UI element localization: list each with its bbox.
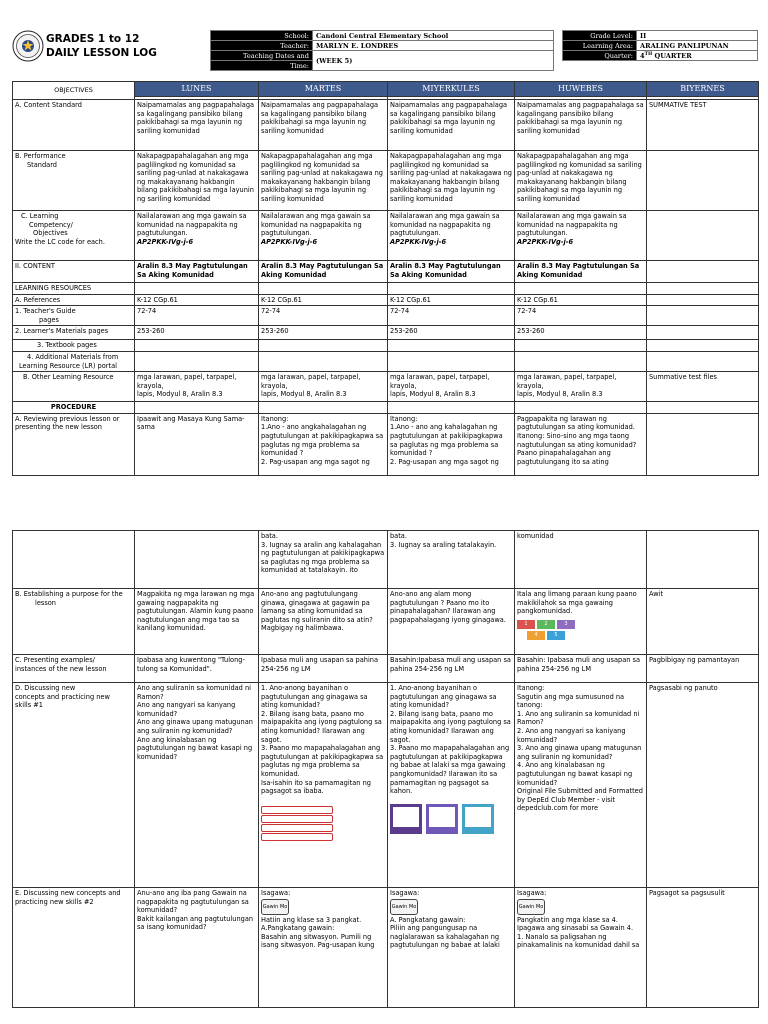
cell-line: lapis, Modyul 8, Aralin 8.3 xyxy=(261,390,347,399)
row-reviewing-lesson-continued xyxy=(13,531,759,589)
row-additional-materials xyxy=(13,351,759,371)
cell-line: mga larawan, papel, tarpapel, krayola, xyxy=(261,373,361,390)
row-label xyxy=(13,683,135,888)
cell-line: Itanong: xyxy=(390,414,418,423)
red-tag-shape xyxy=(261,824,333,832)
cell-line: 2. Bilang isang bata, paano mo maipapakita ang iyong pagtulong sa ating komunidad? Ilarawan ang sagot. xyxy=(390,709,511,744)
label-line: Objectives xyxy=(33,229,68,238)
cell-mon: Aralin 8.3 May Pagtutulungan Sa Aking Komunidad xyxy=(135,261,259,283)
cell-wed: 72-74 xyxy=(388,306,515,326)
cell-thu: K-12 CGp.61 xyxy=(515,294,647,306)
info-table-right xyxy=(562,30,758,61)
cell-fri: SUMMATIVE TEST xyxy=(647,100,759,151)
label-line: Standard xyxy=(27,160,57,169)
cell-line: kanilang komunidad. xyxy=(137,624,206,633)
cell-mon: 253-260 xyxy=(135,326,259,340)
cell-tue xyxy=(259,683,388,888)
label-line: C. Learning xyxy=(21,212,59,220)
row-label: B. Other Learning Resource xyxy=(13,372,135,402)
dll-table-page-1 xyxy=(12,81,759,476)
label-line: B. Performance xyxy=(15,152,66,160)
numbered-boxes xyxy=(517,620,577,640)
cell-mon: Ipabasa ang kuwentong "Tulong-tulong sa Komunidad". xyxy=(135,655,259,683)
cell-thu: 72-74 xyxy=(515,306,647,326)
cell-fri: Summative test files xyxy=(647,372,759,402)
cell-tue: 72-74 xyxy=(259,306,388,326)
row-discussing-skills-1 xyxy=(13,683,759,888)
row-label xyxy=(13,888,135,1008)
label-line: D. Discussing new xyxy=(15,684,76,692)
gawin-mo-icon: Gawin Mo xyxy=(517,899,545,915)
cell-fri: Pagbibigay ng pamantayan xyxy=(647,655,759,683)
dates-label-2: Time: xyxy=(211,61,313,71)
cell-line: 2. Pag-usapan ang mga sagot ng xyxy=(261,457,370,466)
cell-tue: Ipabasa muli ang usapan sa pahina 254-256 ng LM xyxy=(259,655,388,683)
cell-mon xyxy=(135,683,259,888)
cell-line: A. Pangkatang gawain: xyxy=(390,915,466,924)
dates-label-1: Teaching Dates and xyxy=(211,51,313,61)
cell-mon xyxy=(135,888,259,1008)
cell-line: bata. xyxy=(390,532,407,540)
label-line: 4. Additional Materials from xyxy=(27,352,119,361)
label-line: Learning Resource (LR) portal xyxy=(19,361,117,370)
cell-line: Paano pinapahalagahan ang pagtutulungang ito sa ating xyxy=(517,449,611,466)
cell-thu: Naipamamalas ang pagpapahalaga sa kagalingang pansibiko bilang pakikibahagi sa mga layunin ng sariling komunidad xyxy=(515,100,647,151)
competency-code: AP2PKK-IVg-j-6 xyxy=(137,237,194,246)
title-line-2: DAILY LESSON LOG xyxy=(46,47,157,59)
quarter-rest: QUARTER xyxy=(652,52,692,60)
answer-frame-shape xyxy=(462,804,494,834)
row-label xyxy=(13,589,135,655)
area-value: ARALING PANLIPUNAN xyxy=(637,41,758,51)
cell-wed: Nakapagpapahalagahan ang mga paglilingkod ng komunidad sa sariling pag-unlad at nakakagawa ng makakayanang hakbangin bilang pakikibahagi sa mga layunin ng sariling komunidad xyxy=(388,151,515,211)
numbered-box: 3 xyxy=(557,620,575,629)
grade-label: Grade Level: xyxy=(563,31,637,41)
cell-fri: Awit xyxy=(647,589,759,655)
cell-wed xyxy=(388,413,515,475)
row-learning-resources xyxy=(13,283,759,295)
cell-line: Original File Submitted and Formatted by DepEd Club Member - visit depedclub.com for more xyxy=(517,787,643,813)
cell-tue xyxy=(259,531,388,589)
cell-line: 1.Ano - ano angkahalagahan ng pagtutulungan at pakikipagkapwa sa paglutas ng mga problema sa komunidad ? xyxy=(261,423,384,458)
day-header-tue: MARTES xyxy=(259,82,388,97)
row-content xyxy=(13,261,759,283)
cell-line: Hatiin ang klase sa 3 pangkat. xyxy=(261,915,362,924)
cell-line: mga larawan, papel, tarpapel, krayola, xyxy=(390,373,490,390)
cell-thu: Aralin 8.3 May Pagtutulungan Sa Aking Komunidad xyxy=(515,261,647,283)
cell-line: 2. Pag-usapan ang mga sagot ng xyxy=(390,457,499,466)
day-header-fri: BIYERNES xyxy=(647,82,759,97)
row-performance-standard xyxy=(13,151,759,211)
answer-frames-image xyxy=(390,804,512,834)
cell-line: 2. Bilang isang bata, paano mo maipapakita ang iyong pagtulong sa ating komunidad? Ilarawan ang sagot. xyxy=(261,709,382,744)
cell-wed xyxy=(388,888,515,1008)
cell-fri xyxy=(647,326,759,340)
cell-fri xyxy=(647,151,759,211)
cell-mon: Naipamamalas ang pagpapahalaga sa kagalingang pansibiko bilang pakikibahagi sa mga layunin ng sariling komunidad xyxy=(135,100,259,151)
cell-tue: Aralin 8.3 May Pagtutulungan Sa Aking Komunidad xyxy=(259,261,388,283)
numbered-box: 1 xyxy=(517,620,535,629)
row-reviewing-lesson xyxy=(13,413,759,475)
gawin-mo-icon: Gawin Mo xyxy=(261,899,289,915)
row-presenting-examples xyxy=(13,655,759,683)
cell-fri: Pagsagot sa pagsusulit xyxy=(647,888,759,1008)
objectives-header: OBJECTIVES xyxy=(13,82,135,100)
row-label: II. CONTENT xyxy=(13,261,135,283)
cell-line: mga larawan, papel, tarpapel, krayola, xyxy=(137,373,237,390)
dll-title xyxy=(46,32,157,60)
cell-line: Magpakita ng mga larawan ng mga gawaing nagpapakita ng pagtutulungan. Alamin kung paano nagtutulungan ang mga tao sa xyxy=(137,590,255,624)
label-line: instances of the new lesson xyxy=(15,664,107,673)
cell-line: Ano ang nangyari sa kanyang komunidad? xyxy=(137,701,236,718)
cell-line: Ano ang kinalabasan ng pagtutulungan ng bawat kasapi ng komunidad? xyxy=(137,735,253,761)
section-label: LEARNING RESOURCES xyxy=(13,283,135,295)
area-label: Learning Area: xyxy=(563,41,637,51)
cell-line: 3. Ano ang ginawa upang matugunan ang suliranin ng komunidad? xyxy=(517,744,642,761)
cell-tue: K-12 CGp.61 xyxy=(259,294,388,306)
row-label: 3. Textbook pages xyxy=(13,340,135,352)
cell-line: mga larawan, papel, tarpapel, krayola, xyxy=(517,373,617,390)
cell-line: 3. Paano mo mapapahalagahan ang pagtutulungan at pakikipagkapwa ng babae at lalaki sa mga gawaing pangkomunidad? Ilarawan ito sa pamamagitan ng pagsagot sa kahon. xyxy=(390,744,510,796)
competency-text: Nailalarawan ang mga gawain sa komunidad na nagpapakita ng pagtutulungan. xyxy=(137,212,247,238)
cell-tue: Nakapagpapahalagahan ang mga paglilingkod ng komunidad sa sariling pag-unlad at nakakagawa ng makakayanang hakbangin bilang pakikibahagi sa mga layunin ng sariling komunidad xyxy=(259,151,388,211)
school-value: Candoni Central Elementary School xyxy=(313,31,554,41)
cell-line: lapis, Modyul 8, Aralin 8.3 xyxy=(517,390,603,399)
row-label xyxy=(13,306,135,326)
info-table-left xyxy=(210,30,554,71)
quarter-number: 4 xyxy=(640,52,645,60)
cell-wed: K-12 CGp.61 xyxy=(388,294,515,306)
row-content-standard xyxy=(13,100,759,151)
cell-line: Pangkatin ang mga klase sa 4. xyxy=(517,915,618,924)
cell-fri: Pagsasabi ng panuto xyxy=(647,683,759,888)
cell-fri xyxy=(647,261,759,283)
cell-line: Ipagawa ang sinasabi sa Gawain 4. xyxy=(517,924,634,933)
label-line: pages xyxy=(39,315,59,324)
cell-mon xyxy=(135,372,259,402)
school-label: School: xyxy=(211,31,313,41)
cell-thu xyxy=(515,413,647,475)
cell-line: 1. Nanalo sa paligsahan ng pinakamalinis na komunidad dahil sa xyxy=(517,932,640,950)
row-label: A. References xyxy=(13,294,135,306)
cell-mon: Ipaawit ang Masaya Kung Sama-sama xyxy=(135,413,259,475)
cell-thu xyxy=(515,888,647,1008)
cell-line: Itanong: xyxy=(261,414,289,423)
cell-wed: Basahin:Ipabasa muli ang usapan sa pahina 254-256 ng LM xyxy=(388,655,515,683)
cell-tue xyxy=(259,888,388,1008)
dates-value: (WEEK 5) xyxy=(313,51,554,71)
cell-line: Isagawa: xyxy=(261,889,291,897)
label-line: lesson xyxy=(35,598,56,607)
row-label xyxy=(13,351,135,371)
row-discussing-skills-2 xyxy=(13,888,759,1008)
row-other-resources xyxy=(13,372,759,402)
label-line: C. Presenting examples/ xyxy=(15,656,95,664)
cell-tue xyxy=(259,413,388,475)
label-line: Competency/ xyxy=(29,220,73,229)
row-label xyxy=(13,211,135,261)
cell-line: Anu-ano ang iba pang Gawain na nagpapakita ng pagtutulungan sa komunidad? xyxy=(137,889,249,915)
label-line: skills #1 xyxy=(15,701,44,710)
cell-thu: 253-260 xyxy=(515,326,647,340)
competency-code: AP2PKK-IVg-j-6 xyxy=(517,237,574,246)
cell-line: 3. Iugnay sa araling tatalakayin. xyxy=(390,540,497,549)
cell-thu xyxy=(515,531,647,589)
cell-line: 2. Ano ang nangyari sa kaniyang komunidad? xyxy=(517,726,626,744)
cell-line: Pagpapakita ng larawan ng pagtutulungan sa ating komunidad. xyxy=(517,414,635,432)
cell-line: 1.Ano - ano ang kahalagahan ng pagtutulungan at pakikipagkapwa sa paglutas ng mga problema sa komunidad ? xyxy=(390,423,503,458)
cell-fri xyxy=(647,531,759,589)
cell-line: Isagawa: xyxy=(517,889,547,897)
competency-text: Nailalarawan ang mga gawain sa komunidad na nagpapakita ng pagtutulungan. xyxy=(390,212,500,238)
cell-line: Basahin ang sitwasyon. Pumili ng isang sitwasyon. Pag-usapan kung xyxy=(261,932,375,950)
cell-line: Isagawa: xyxy=(390,889,420,897)
cell-mon: K-12 CGp.61 xyxy=(135,294,259,306)
cell-line: 1. Ano ang suliranin sa komunidad ni Ramon? xyxy=(517,709,640,727)
cell-tue xyxy=(259,372,388,402)
cell-wed xyxy=(388,683,515,888)
label-line: presenting the new lesson xyxy=(15,423,102,432)
quarter-label: Quarter: xyxy=(563,51,637,61)
label-line: Write the LC code for each. xyxy=(15,237,105,246)
cell-line: 1. Ano-anong bayanihan o pagtutulungan ang ginagawa sa ating komunidad? xyxy=(390,684,497,710)
cell-wed xyxy=(388,372,515,402)
row-establishing-purpose xyxy=(13,589,759,655)
cell-tue: Ano-ano ang pagtutulungang ginawa, ginagawa at gagawin pa lamang sa ating komunidad sa paglutas ng suliranin dito sa atin? Magbigay ng halimbawa. xyxy=(259,589,388,655)
row-label xyxy=(13,413,135,475)
row-learning-competency xyxy=(13,211,759,261)
row-label: A. Content Standard xyxy=(13,100,135,151)
competency-code: AP2PKK-IVg-j-6 xyxy=(261,237,318,246)
deped-seal-icon xyxy=(12,30,44,62)
cell-line: komunidad xyxy=(517,532,554,540)
cell-tue: 253-260 xyxy=(259,326,388,340)
cell-wed xyxy=(388,531,515,589)
answer-frame-shape xyxy=(390,804,422,834)
label-line: E. Discussing new concepts and xyxy=(15,889,121,897)
cell-line: Ano ang suliranin sa komunidad ni Ramon? xyxy=(137,684,251,701)
quarter-value xyxy=(637,51,758,61)
cell-line: 4. Ano ang kinalabasan ng pagtutulungan ng bawat kasapi ng komunidad? xyxy=(517,761,633,787)
cell-wed: 253-260 xyxy=(388,326,515,340)
cell-line: Itanong: xyxy=(517,684,545,692)
numbered-box: 2 xyxy=(537,620,555,629)
cell-wed: Naipamamalas ang pagpapahalaga sa kagalingang pansibiko bilang pakikibahagi sa mga layunin ng sariling komunidad xyxy=(388,100,515,151)
answer-frame-shape xyxy=(426,804,458,834)
cell-thu xyxy=(515,589,647,655)
numbered-box: 5 xyxy=(547,631,565,640)
cell-wed: Aralin 8.3 May Pagtutulungan Sa Aking Komunidad xyxy=(388,261,515,283)
row-label xyxy=(13,531,135,589)
row-procedure xyxy=(13,402,759,414)
cell-line: Ano ang ginawa upang matugunan ang suliranin ng komunidad? xyxy=(137,718,253,735)
red-tag-shape xyxy=(261,815,333,823)
dll-header xyxy=(12,30,758,74)
cell-line: lapis, Modyul 8, Aralin 8.3 xyxy=(390,390,476,399)
competency-text: Nailalarawan ang mga gawain sa komunidad na nagpapakita ng pagtutulungan. xyxy=(261,212,371,238)
teacher-value: MARLYN E. LONDRES xyxy=(313,41,554,51)
cell-line: Itanong: Sino-sino ang mga taong nagtutulungan sa ating komunidad? xyxy=(517,431,637,449)
cell-line: A.Pangkatang gawain: xyxy=(261,924,335,933)
cell-mon xyxy=(135,211,259,261)
section-label: PROCEDURE xyxy=(13,402,135,414)
cell-line: Itala ang limang paraan kung paano makikilahok sa mga gawaing pangkomunidad. xyxy=(517,590,637,616)
row-learners-materials xyxy=(13,326,759,340)
cell-thu xyxy=(515,683,647,888)
row-label xyxy=(13,151,135,211)
cell-line: 3. Iugnay sa aralin ang kahalagahan ng pagtutulungan at pakikipagkapwa sa paglutas ng mga problema sa komunidad at tatalakayin. ito xyxy=(261,540,385,575)
cell-line: 1. Ano-anong bayanihan o pagtutulungan ang ginagawa sa ating komunidad? xyxy=(261,684,368,710)
cell-tue: Naipamamalas ang pagpapahalaga sa kagalingang pansibiko bilang pakikibahagi sa mga layunin ng sariling komunidad xyxy=(259,100,388,151)
cell-line: 3. Paano mo mapapahalagahan ang pagtutulungan at pakikipagkapwa sa paglutas ng mga problema sa komunidad. xyxy=(261,744,384,778)
cell-thu xyxy=(515,372,647,402)
cell-line: Piliin ang pangungusap na naglalarawan sa kahalagahan ng pagtutulungan ng babae at lalaki xyxy=(390,924,500,950)
competency-code: AP2PKK-IVg-j-6 xyxy=(390,237,447,246)
day-header-wed: MIYERKULES xyxy=(388,82,515,97)
cell-line: Isa-isahin ito sa pamamagitan ng pagsagot sa ibaba. xyxy=(261,778,371,796)
cell-wed xyxy=(388,211,515,261)
quarter-sup: TH xyxy=(644,52,653,57)
cell-mon xyxy=(135,589,259,655)
label-line: B. Establishing a purpose for the xyxy=(15,590,123,598)
cell-thu: Basahin: Ipabasa muli ang usapan sa pahina 254-256 ng LM xyxy=(515,655,647,683)
cell-fri xyxy=(647,294,759,306)
day-header-mon: LUNES xyxy=(135,82,259,97)
red-tag-shape xyxy=(261,833,333,841)
row-textbook-pages xyxy=(13,340,759,352)
cell-mon: Nakapagpapahalagahan ang mga paglilingkod ng komunidad sa sariling pag-unlad at nakakagawa ng makakayanang hakbangin bilang pakikibahagi sa mga layunin ng sariling komunidad xyxy=(135,151,259,211)
cell-thu xyxy=(515,211,647,261)
cell-line: bata. xyxy=(261,532,278,540)
cell-line: lapis, Modyul 8, Aralin 8.3 xyxy=(137,390,223,399)
cell-wed: Ano-ano ang alam mong pagtutulungan ? Paano mo ito pinapahalagahan? Ilarawan ang pagpapahalagang iyong ginagawa. xyxy=(388,589,515,655)
cell-thu: Nakapagpapahalagahan ang mga paglilingkod ng komunidad sa sariling pag-unlad at nakakagawa ng makakayanang hakbangin bilang pakikibahagi sa mga layunin ng sariling komunidad xyxy=(515,151,647,211)
row-teachers-guide xyxy=(13,306,759,326)
cell-line: Bakit kailangan ang pagtutulungan sa isang komunidad? xyxy=(137,914,254,932)
cell-fri xyxy=(647,306,759,326)
grade-value: II xyxy=(637,31,758,41)
cell-line: Sagutin ang mga sumusunod na tanong: xyxy=(517,692,625,710)
label-line: A. Reviewing previous lesson or xyxy=(15,414,120,423)
competency-text: Nailalarawan ang mga gawain sa komunidad na nagpapakita ng pagtutulungan. xyxy=(517,212,627,238)
row-label xyxy=(13,655,135,683)
title-line-1: GRADES 1 to 12 xyxy=(46,33,140,45)
cell-fri xyxy=(647,413,759,475)
label-line: practicing new skills #2 xyxy=(15,897,94,906)
teacher-label: Teacher: xyxy=(211,41,313,51)
dll-table-page-2 xyxy=(12,530,759,1008)
cell-mon xyxy=(135,531,259,589)
row-references xyxy=(13,294,759,306)
numbered-box: 4 xyxy=(527,631,545,640)
cell-tue xyxy=(259,211,388,261)
label-line: 1. Teacher's Guide xyxy=(15,307,76,316)
cell-fri xyxy=(647,211,759,261)
red-tag-shape xyxy=(261,806,333,814)
red-tag-list-image xyxy=(261,806,385,841)
day-header-thu: HUWEBES xyxy=(515,82,647,97)
row-label: 2. Learner's Materials pages xyxy=(13,326,135,340)
gawin-mo-icon: Gawin Mo xyxy=(390,899,418,915)
label-line: concepts and practicing new xyxy=(15,692,110,701)
cell-mon: 72-74 xyxy=(135,306,259,326)
